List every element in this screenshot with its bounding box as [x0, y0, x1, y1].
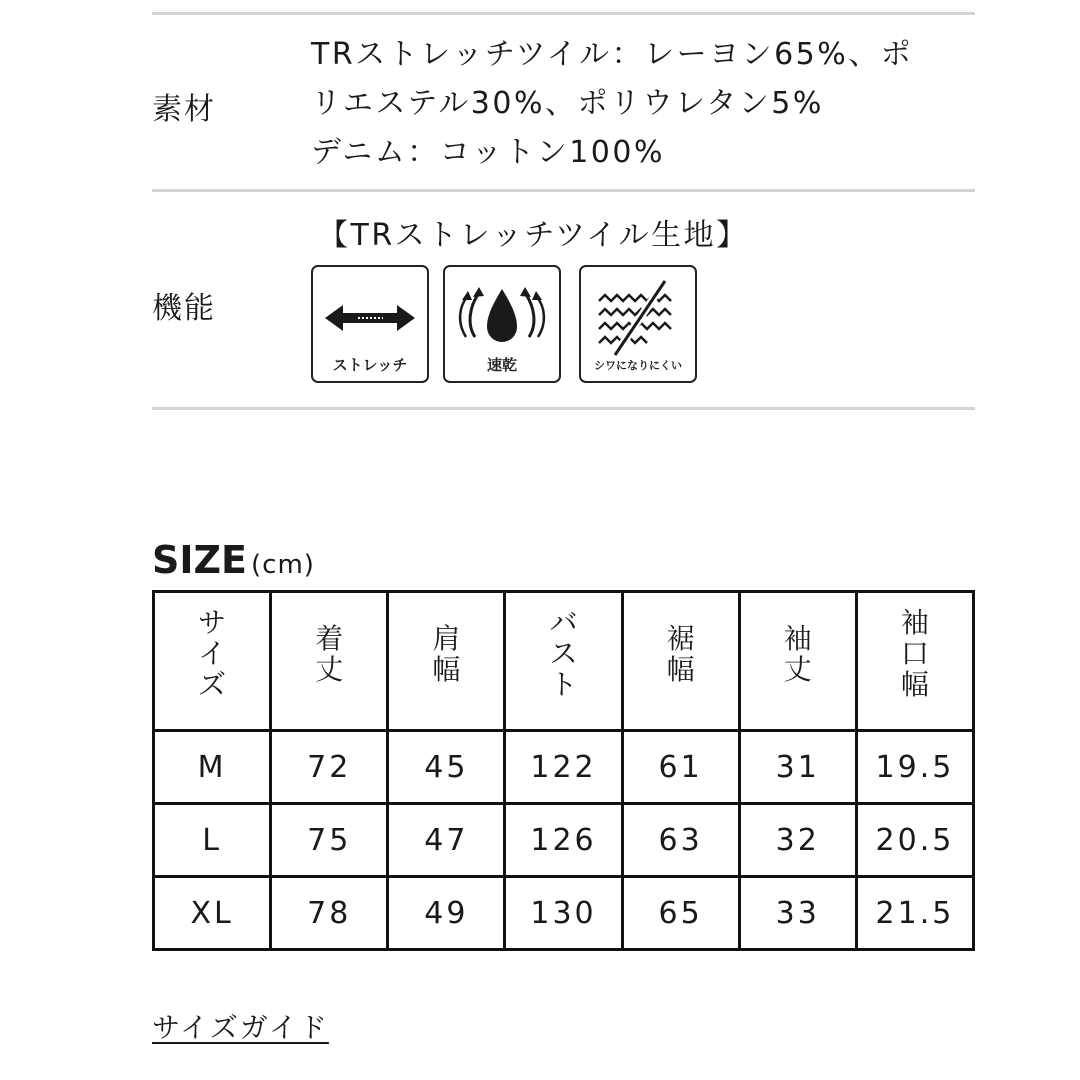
table-cell: 78 [271, 877, 388, 950]
divider-middle [152, 189, 975, 192]
header-size: サイズ [154, 592, 271, 731]
header-hem-width: 裾幅 [622, 592, 739, 731]
divider-top [152, 12, 975, 15]
table-cell: 72 [271, 731, 388, 804]
table-cell: 21.5 [856, 877, 973, 950]
size-heading [152, 538, 315, 582]
table-cell: 63 [622, 804, 739, 877]
table-cell: 33 [739, 877, 856, 950]
table-cell: 20.5 [856, 804, 973, 877]
table-cell: L [154, 804, 271, 877]
header-shoulder: 肩幅 [388, 592, 505, 731]
quick-dry-icon [443, 265, 561, 383]
divider-bottom [152, 407, 975, 410]
table-cell: 126 [505, 804, 622, 877]
table-cell: XL [154, 877, 271, 950]
table-cell: 19.5 [856, 731, 973, 804]
table-row [154, 731, 974, 804]
size-unit: (cm) [251, 550, 315, 580]
table-cell: 47 [388, 804, 505, 877]
material-line: デニム：コットン100% [311, 135, 665, 170]
wrinkle-resistant-icon [579, 265, 697, 383]
size-title: SIZE [152, 538, 248, 582]
material-description [311, 30, 981, 177]
table-row [154, 804, 974, 877]
table-cell: 61 [622, 731, 739, 804]
table-cell: 65 [622, 877, 739, 950]
header-sleeve-length: 袖丈 [739, 592, 856, 731]
table-row [154, 877, 974, 950]
size-guide-link[interactable]: サイズガイド [152, 1011, 329, 1044]
stretch-caption: ストレッチ [332, 356, 408, 374]
header-cuff-width: 袖口幅 [856, 592, 973, 731]
table-cell: 75 [271, 804, 388, 877]
quick-dry-caption: 速乾 [486, 356, 517, 374]
table-cell: 49 [388, 877, 505, 950]
material-label: 素材 [152, 92, 216, 127]
table-cell: M [154, 731, 271, 804]
table-cell: 45 [388, 731, 505, 804]
table-cell: 130 [505, 877, 622, 950]
table-cell: 32 [739, 804, 856, 877]
header-bust: バスト [505, 592, 622, 731]
stretch-icon [311, 265, 429, 383]
size-table-header-row [154, 592, 974, 731]
size-table [152, 590, 975, 951]
function-label: 機能 [152, 291, 216, 326]
material-line: TRストレッチツイル：レーヨン65%、ポ [311, 37, 914, 72]
wrinkle-resistant-caption: シワになりにくい [594, 359, 682, 372]
table-cell: 122 [505, 731, 622, 804]
material-line: リエステル30%、ポリウレタン5% [311, 86, 824, 121]
header-length: 着丈 [271, 592, 388, 731]
table-cell: 31 [739, 731, 856, 804]
function-fabric-title: 【TRストレッチツイル生地】 [318, 218, 749, 253]
